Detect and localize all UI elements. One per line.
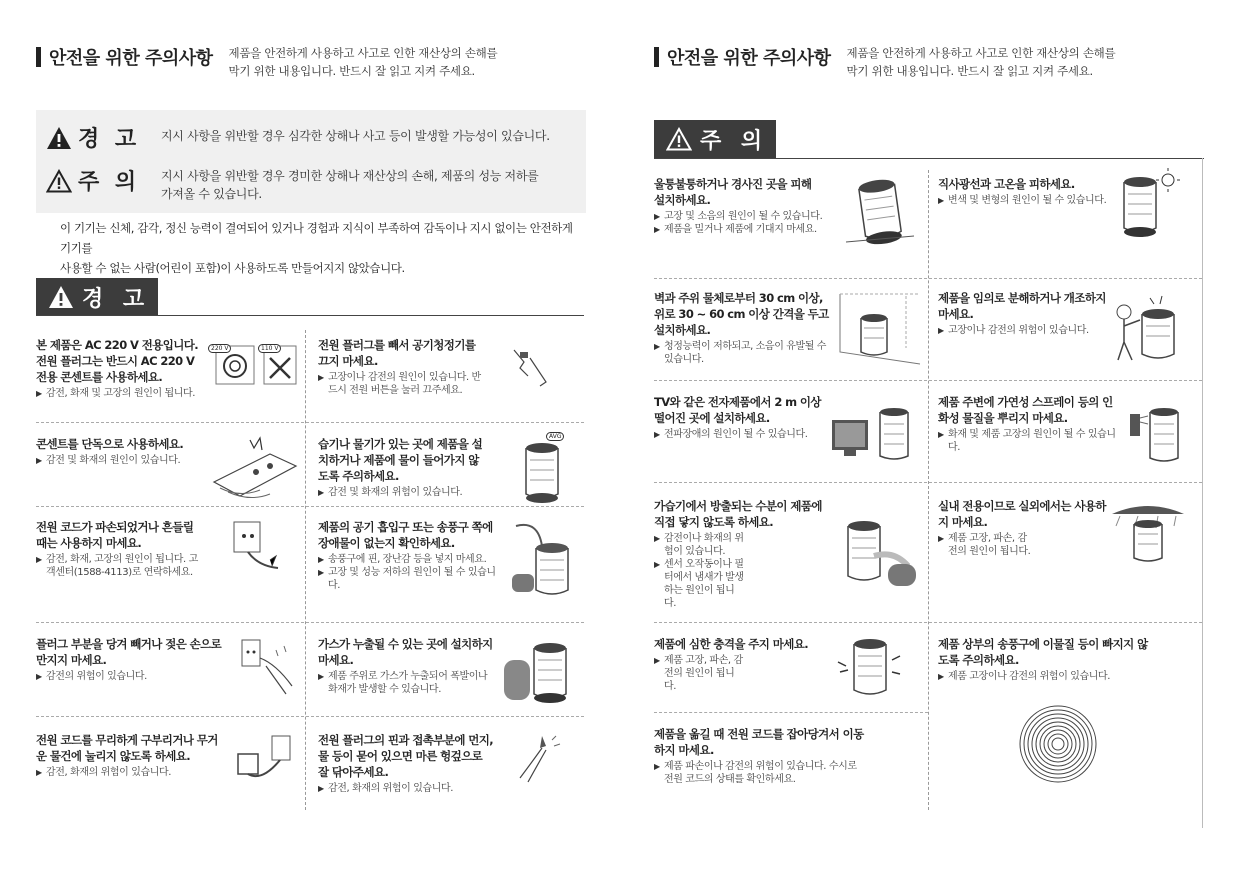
damaged-cord-illustration [228,516,288,580]
warning-item: 전원 플러그를 빼서 공기청정기를 끄지 마세요. ▶ 고장이나 감전의 원인이 있습니다. 반드시 전원 버튼을 눌러 끄주세요. [318,337,488,397]
warning-item: 전원 코드가 파손되었거나 흔들릴 때는 사용하지 마세요. ▶ 감전, 화재, 고장의 원인이 됩니다. 고객센터(1588-4113)로 연락하세요. [36,519,206,579]
caution-outline-icon [46,169,72,193]
warning-item: 습기나 물기가 있는 곳에 제품을 설치하거나 제품에 물이 들어가지 않도록 주의하세요. ▶ 감전 및 화재의 위험이 있습니다. [318,436,488,499]
header-bar [36,47,41,67]
warning-item: 플러그 부분을 당겨 빼거나 젖은 손으로 만지지 마세요. ▶ 감전의 위험이 있습니다. [36,636,222,683]
tilted-purifier-illustration [842,172,918,252]
legend-caution-mark: 주 의 [46,165,161,196]
vacuum-illustration [508,516,578,606]
header-description: 제품을 안전하게 사용하고 사고로 인한 재산상의 손해를 막기 위한 내용입니다. 반드시 잘 읽고 지켜 주세요. [228,46,498,78]
voltage-badge: 220 V [208,344,231,353]
legend-warning [46,122,550,153]
header-description: 제품을 안전하게 사용하고 사고로 인한 재산상의 손해를 막기 위한 내용입니다. 반드시 잘 읽고 지켜 주세요. [846,46,1116,78]
warning-section-heading: 경 고 [36,278,158,316]
page-header [36,44,497,80]
caution-item: 가습기에서 방출되는 수분이 제품에 직접 닿지 않도록 하세요. ▶ 감전이나 화재의 위험이 있습니다. ▶ 센서 오작동이나 필터에서 냄새가 발생하는 원인이 됩니다. [654,498,830,610]
wet-hand-plug-illustration [236,636,300,702]
warning-item: 콘센트를 단독으로 사용하세요. ▶ 감전 및 화재의 원인이 있습니다. [36,436,206,467]
warning-icon [48,285,74,309]
page-header [654,44,1115,80]
caution-icon [666,127,692,151]
warning-item: 가스가 누출될 수 있는 곳에 설치하지 마세요. ▶ 제품 주위로 가스가 누출되어 폭발이나 화재가 발생할 수 있습니다. [318,636,496,696]
cleaning-plug-illustration [512,732,562,788]
tv-distance-illustration [830,402,920,472]
impact-illustration [834,632,904,708]
page-title: 안전을 위한 주의사항 [49,48,213,69]
caution-item: 울퉁불퉁하거나 경사진 곳을 피해 설치하세요. ▶ 고장 및 소음의 원인이 될 수 있습니다. ▶ 제품을 밀거나 제품에 기대지 마세요. [654,176,824,236]
header-bar [654,47,659,67]
purifier-water-illustration [520,430,570,510]
wall-clearance-illustration [836,288,924,372]
caution-item: 제품을 임의로 분해하거나 개조하지 마세요. ▶ 고장이나 감전의 위험이 있습니다. [938,290,1108,337]
legend-caution [46,165,538,203]
legend-warning-mark: 경 고 [46,122,161,153]
caution-item: 제품 주변에 가연성 스프레이 등의 인화성 물질을 뿌리지 마세요. ▶ 화재 및 제품 고장의 원인이 될 수 있습니다. [938,394,1116,454]
usage-note: 이 기기는 신체, 감각, 정신 능력이 결여되어 있거나 경험과 지식이 부족하여 감독이나 지시 없이는 안전하게 기기를 사용할 수 없는 사람(어린이 포함)이 사용하도록 만들어지지 않았습니다. [60,221,573,275]
caution-section-rule [654,158,1204,159]
page-right-edge [1202,158,1203,828]
caution-item: 제품 상부의 송풍구에 이물질 등이 빠지지 않도록 주의하세요. ▶ 제품 고장이나 감전의 위험이 있습니다. [938,636,1158,683]
gas-leak-illustration [500,632,576,712]
caution-item: 벽과 주위 물체로부터 30 cm 이상, 위로 30 ~ 60 cm 이상 간격을 두고 설치하세요. ▶ 청정능력이 저하되고, 소음이 유발될 수 있습니다. [654,290,830,366]
row-divider [36,622,584,623]
plug-voltage-illustration [208,340,303,392]
hand-plug-illustration [506,342,556,394]
voltage-badge: 110 V [258,344,281,353]
humidifier-illustration [824,516,920,596]
row-divider [36,422,584,423]
warning-item: 제품의 공기 흡입구 또는 송풍구 쪽에 장애물이 없는지 확인하세요. ▶ 송풍구에 핀, 장난감 등을 넣지 마세요. ▶ 고장 및 성능 저하의 원인이 될 수 있습니다. [318,519,496,592]
caution-item: 제품을 옮길 때 전원 코드를 잡아당겨서 이동하지 마세요. ▶ 제품 파손이나 감전의 위험이 있습니다. 수시로 전원 코드의 상태를 확인하세요. [654,726,864,786]
right-page [620,0,1239,877]
caution-item: TV와 같은 전자제품에서 2 m 이상 떨어진 곳에 설치하세요. ▶ 전파장애의 원인이 될 수 있습니다. [654,394,830,441]
row-divider [654,622,1202,623]
column-divider [305,330,306,810]
row-divider [654,380,1202,381]
warning-item: 본 제품은 AC 220 V 전용입니다. 전원 플러그는 반드시 AC 220 V 전용 콘센트를 사용하세요. ▶ 감전, 화재 및 고장의 원인이 됩니다. [36,337,206,400]
caution-section-heading: 주 의 [654,120,776,158]
spray-illustration [1128,400,1184,476]
crushed-cord-illustration [232,730,298,790]
row-divider [36,716,584,717]
caution-item: 직사광선과 고온을 피하세요. ▶ 변색 및 변형의 원인이 될 수 있습니다. [938,176,1108,207]
warning-item: 전원 플러그의 핀과 접촉부분에 먼지, 물 등이 묻어 있으면 마른 헝겊으로 잘 닦아주세요. ▶ 감전, 화재의 위험이 있습니다. [318,732,496,795]
caution-item: 실내 전용이므로 실외에서는 사용하지 마세요. ▶ 제품 고장, 파손, 감전의 원인이 됩니다. [938,498,1108,558]
warning-item: 전원 코드를 무리하게 구부리거나 무거운 물건에 눌리지 않도록 하세요. ▶ 감전, 화재의 위험이 있습니다. [36,732,222,779]
legend-caution-text: 지시 사항을 위반할 경우 경미한 상해나 재산상의 손해, 제품의 성능 저하를 가져올 수 있습니다. [161,169,539,201]
caution-item: 제품에 심한 충격을 주지 마세요. ▶ 제품 고장, 파손, 감전의 원인이 됩니다. [654,636,830,693]
disassembly-illustration [1110,290,1182,370]
outlet-grille-illustration [1018,704,1098,788]
row-divider [654,278,1202,279]
warning-filled-icon [46,126,72,150]
symbol-legend [36,110,586,213]
speech-bubble: AVG [546,432,564,441]
row-divider [654,482,1202,483]
column-divider [928,170,929,810]
sunlight-purifier-illustration [1112,168,1182,244]
rain-illustration [1108,500,1188,570]
legend-warning-text: 지시 사항을 위반할 경우 심각한 상해나 사고 등이 발생할 가능성이 있습니다. [161,129,550,143]
power-strip-illustration [210,432,300,506]
row-divider [36,506,584,507]
row-divider [654,712,928,713]
page-title: 안전을 위한 주의사항 [667,48,831,69]
warning-section-rule [36,315,584,316]
